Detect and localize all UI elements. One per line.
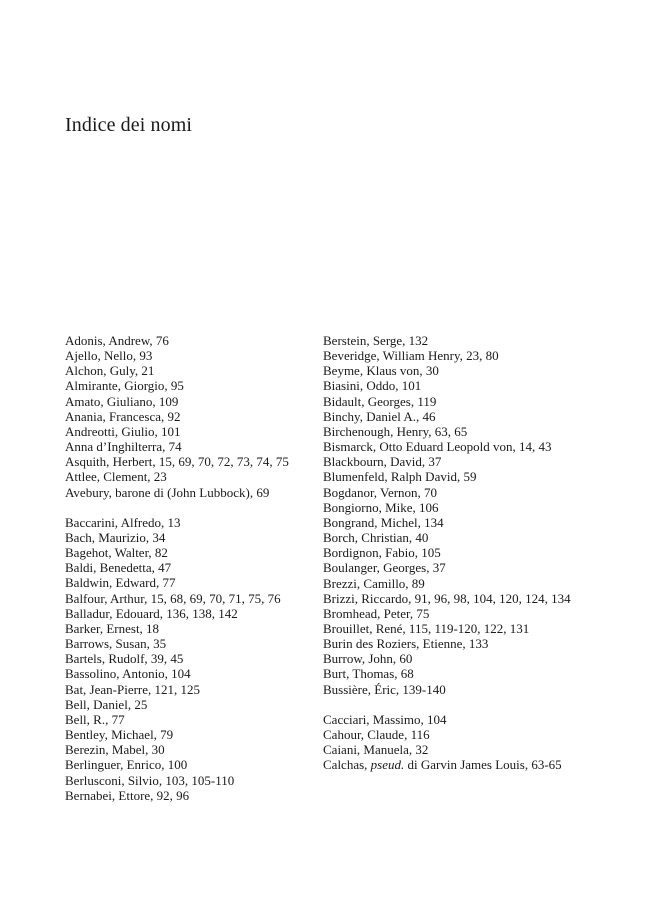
index-entry — [323, 469, 573, 484]
index-entry-text: Andreotti, Giulio, 101 — [65, 423, 181, 439]
index-entry-text: Berezin, Mabel, 30 — [65, 742, 165, 758]
index-entry-text: Burrow, John, 60 — [323, 651, 413, 667]
index-entry-text: Bussière, Éric, 139-140 — [323, 681, 446, 697]
index-entry — [323, 621, 573, 636]
index-entry-text: Attlee, Clement, 23 — [65, 469, 167, 485]
index-entry — [65, 333, 310, 348]
index-entry — [65, 469, 310, 484]
index-entry-text: Brouillet, René, 115, 119-120, 122, 131 — [323, 620, 530, 636]
index-entry — [323, 485, 573, 500]
page-title: Indice dei nomi — [65, 114, 193, 136]
index-entry-text: Bromhead, Peter, 75 — [323, 605, 430, 621]
index-entry — [323, 742, 573, 757]
index-entry-text: Brezzi, Camillo, 89 — [323, 575, 425, 591]
index-entry-text: Cacciari, Massimo, 104 — [323, 711, 447, 727]
index-entry-text: Biasini, Oddo, 101 — [323, 378, 422, 394]
index-entry-text: Baldwin, Edward, 77 — [65, 575, 176, 591]
index-letter-gap — [65, 500, 310, 515]
index-entry — [323, 394, 573, 409]
index-entry — [323, 424, 573, 439]
index-entry — [65, 666, 310, 681]
index-entry — [323, 363, 573, 378]
index-entry — [65, 621, 310, 636]
index-entry — [323, 757, 573, 772]
index-entry — [65, 409, 310, 424]
index-entry — [65, 757, 310, 772]
index-entry-text: Bell, Daniel, 25 — [65, 696, 148, 712]
index-entry — [65, 485, 310, 500]
index-entry-text: Alchon, Guly, 21 — [65, 363, 155, 379]
index-entry-text: Berstein, Serge, 132 — [323, 333, 429, 348]
index-entry — [323, 576, 573, 591]
index-entry — [65, 454, 310, 469]
index-entry — [65, 591, 310, 606]
index-entry-text: Birchenough, Henry, 63, 65 — [323, 423, 468, 439]
index-entry — [65, 575, 310, 590]
index-column-right — [323, 333, 573, 773]
index-entry-text: Bagehot, Walter, 82 — [65, 545, 168, 561]
index-entry-text: Burin des Roziers, Etienne, 133 — [323, 636, 489, 652]
index-entry — [65, 636, 310, 651]
index-entry — [65, 378, 310, 393]
index-entry-text: Burt, Thomas, 68 — [323, 666, 414, 682]
index-entry-text: Anna d’Inghilterra, 74 — [65, 439, 182, 455]
index-entry — [323, 560, 573, 575]
index-entry — [323, 591, 573, 606]
index-entry — [65, 439, 310, 454]
index-entry-text: Bat, Jean-Pierre, 121, 125 — [65, 681, 201, 697]
index-entry — [65, 348, 310, 363]
index-entry — [323, 666, 573, 681]
index-entry-text: Boulanger, Georges, 37 — [323, 560, 446, 576]
index-letter-gap — [323, 697, 573, 712]
index-entry-text: Baldi, Benedetta, 47 — [65, 560, 172, 576]
index-entry-text: Bongrand, Michel, 134 — [323, 514, 444, 530]
index-entry-text: Bidault, Georges, 119 — [323, 393, 437, 409]
index-entry-text: Asquith, Herbert, 15, 69, 70, 72, 73, 74, 75 — [65, 454, 289, 470]
index-entry-text: Bassolino, Antonio, 104 — [65, 666, 191, 682]
index-entry-text: Caiani, Manuela, 32 — [323, 742, 429, 758]
index-entry-text: Adonis, Andrew, 76 — [65, 333, 169, 348]
index-entry-text: Ajello, Nello, 93 — [65, 348, 153, 364]
index-entry-text: Bogdanor, Vernon, 70 — [323, 484, 438, 500]
index-entry — [323, 530, 573, 545]
index-entry-text: Binchy, Daniel A., 46 — [323, 408, 436, 424]
index-entry — [65, 712, 310, 727]
index-entry-text: Barker, Ernest, 18 — [65, 620, 160, 636]
index-entry — [65, 682, 310, 697]
index-entry-text: Borch, Christian, 40 — [323, 530, 429, 546]
index-entry — [65, 515, 310, 530]
index-entry — [65, 394, 310, 409]
index-entry-text: Almirante, Giorgio, 95 — [65, 378, 184, 394]
index-entry — [65, 530, 310, 545]
index-entry — [65, 773, 310, 788]
index-entry-text: Blumenfeld, Ralph David, 59 — [323, 469, 477, 485]
index-entry — [65, 788, 310, 803]
index-entry-text: Balfour, Arthur, 15, 68, 69, 70, 71, 75, 76 — [65, 590, 281, 606]
index-entry-text: Barrows, Susan, 35 — [65, 636, 167, 652]
index-entry-text: Cahour, Claude, 116 — [323, 727, 430, 743]
index-entry-text: Berlusconi, Silvio, 103, 105-110 — [65, 772, 235, 788]
index-entry — [323, 333, 573, 348]
index-entry-text: Baccarini, Alfredo, 13 — [65, 514, 181, 530]
index-entry — [323, 727, 573, 742]
index-entry-text: Beyme, Klaus von, 30 — [323, 363, 439, 379]
index-entry — [323, 712, 573, 727]
index-entry-text: Bordignon, Fabio, 105 — [323, 545, 441, 561]
index-column-left — [65, 333, 310, 803]
index-entry — [323, 651, 573, 666]
index-entry-rest: di Garvin James Louis, 63-65 — [404, 757, 562, 773]
index-entry — [65, 727, 310, 742]
index-entry — [65, 363, 310, 378]
index-entry — [65, 651, 310, 666]
index-entry-text: Balladur, Edouard, 136, 138, 142 — [65, 605, 238, 621]
index-entry-text: Anania, Francesca, 92 — [65, 408, 181, 424]
index-entry-text: Berlinguer, Enrico, 100 — [65, 757, 188, 773]
index-entry — [65, 560, 310, 575]
index-entry-text: Calchas, — [323, 757, 371, 773]
index-entry-text: Bach, Maurizio, 34 — [65, 530, 166, 546]
index-entry — [65, 742, 310, 757]
index-entry-text: Bismarck, Otto Eduard Leopold von, 14, 43 — [323, 439, 552, 455]
index-entry — [65, 697, 310, 712]
index-entry-text: Blackbourn, David, 37 — [323, 454, 442, 470]
index-entry — [323, 378, 573, 393]
index-entry — [65, 606, 310, 621]
index-entry-italic: pseud. — [370, 757, 405, 773]
index-entry-text: Avebury, barone di (John Lubbock), 69 — [65, 484, 270, 500]
index-entry-text: Bartels, Rudolf, 39, 45 — [65, 651, 184, 667]
index-entry-text: Bell, R., 77 — [65, 711, 125, 727]
index-entry — [323, 348, 573, 363]
index-entry — [323, 454, 573, 469]
index-entry-text: Amato, Giuliano, 109 — [65, 393, 179, 409]
index-entry — [323, 409, 573, 424]
index-entry-text: Bongiorno, Mike, 106 — [323, 499, 439, 515]
index-entry — [65, 424, 310, 439]
index-entry — [323, 515, 573, 530]
index-entry-text: Beveridge, William Henry, 23, 80 — [323, 348, 499, 364]
index-entry-text: Bentley, Michael, 79 — [65, 727, 174, 743]
index-entry — [323, 439, 573, 454]
index-entry — [65, 545, 310, 560]
index-entry — [323, 606, 573, 621]
index-entry — [323, 545, 573, 560]
index-entry-text: Bernabei, Ettore, 92, 96 — [65, 787, 190, 803]
index-entry-text: Brizzi, Riccardo, 91, 96, 98, 104, 120, 124, 134 — [323, 590, 571, 606]
index-entry — [323, 500, 573, 515]
index-entry — [323, 682, 573, 697]
index-entry — [323, 636, 573, 651]
